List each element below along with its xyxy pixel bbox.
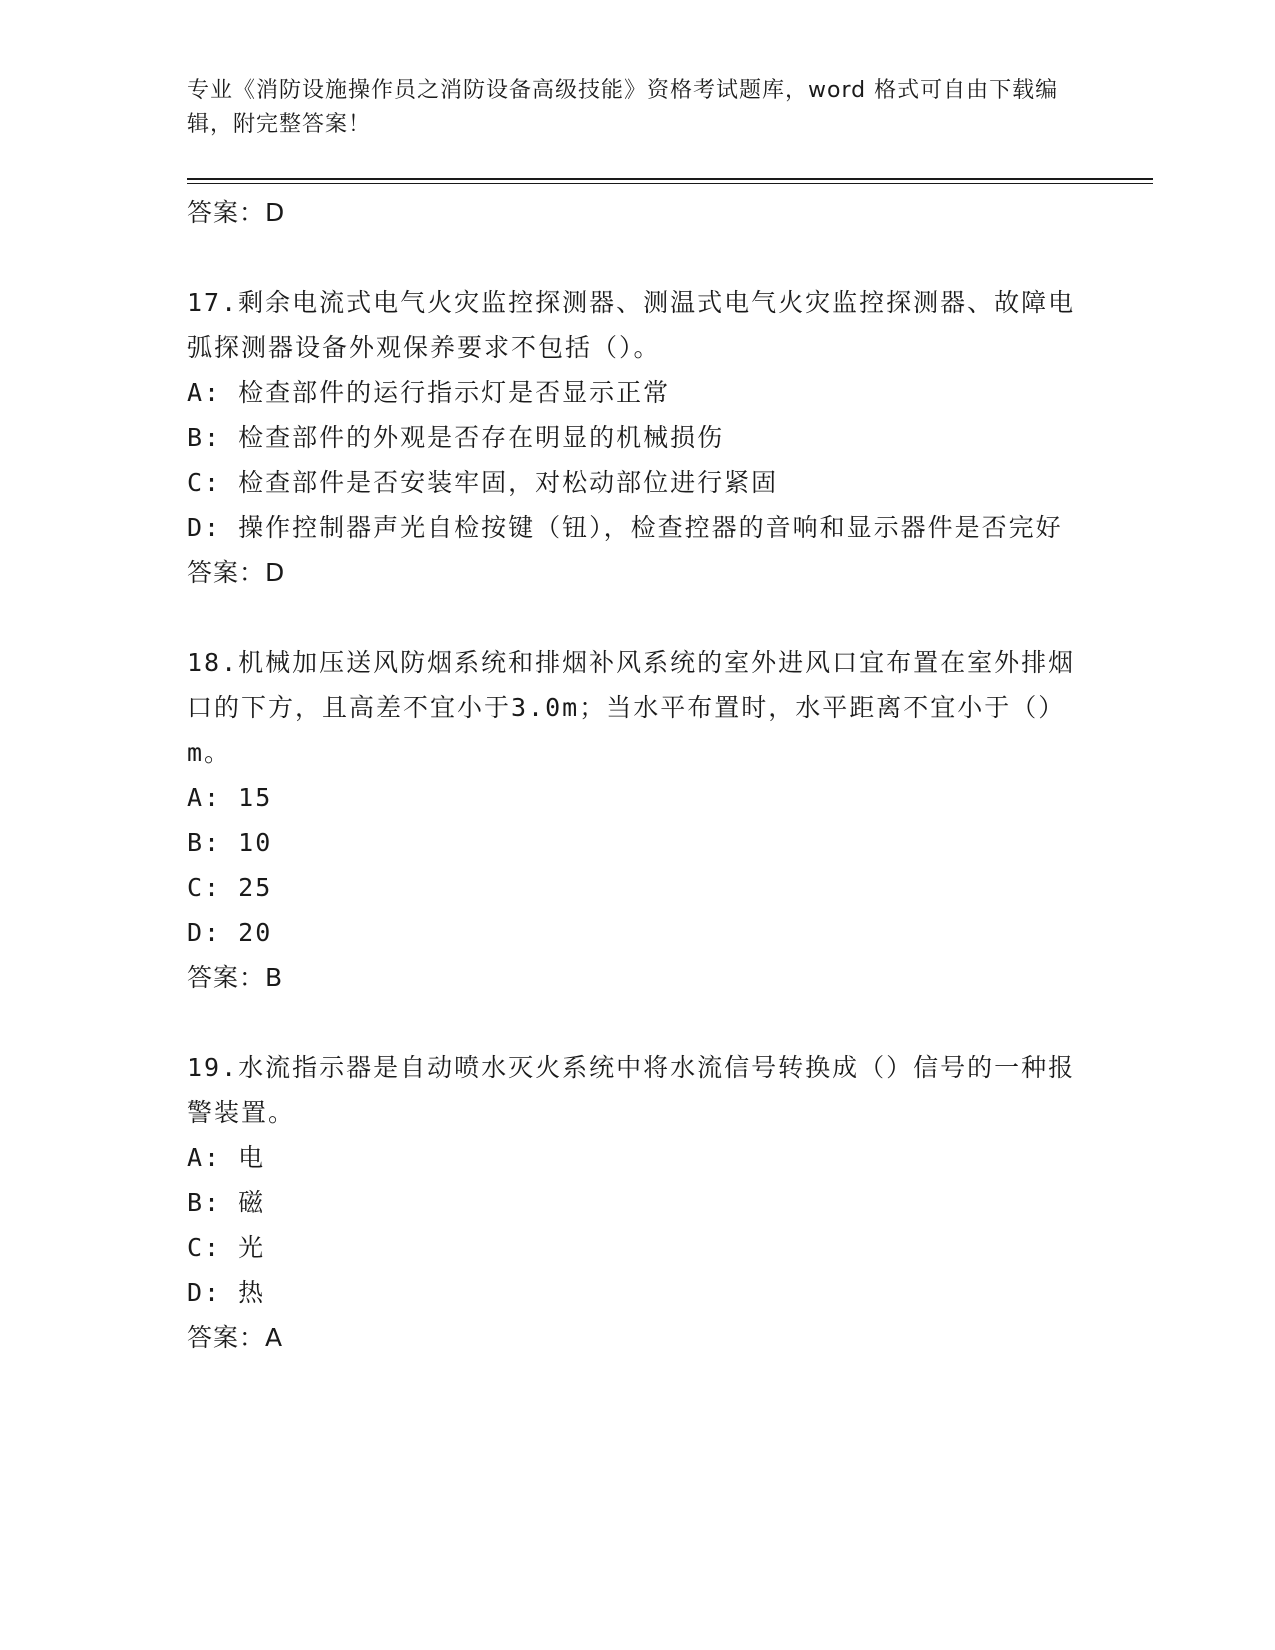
- header-divider-thin: [187, 183, 1153, 184]
- answer-label: 答案：: [187, 963, 266, 992]
- option-c: C: 光: [187, 1233, 266, 1262]
- question-answer: [187, 955, 1077, 1001]
- spacer: [187, 1001, 1077, 1045]
- question-18: [187, 640, 1077, 1001]
- header-divider-thick: [187, 178, 1153, 180]
- option-d: D: 热: [187, 1278, 266, 1307]
- option-d: D: 操作控制器声光自检按键（钮），检查控器的音响和显示器件是否完好: [187, 513, 1063, 542]
- option-a: A: 检查部件的运行指示灯是否显示正常: [187, 378, 671, 407]
- question-stem: 17.剩余电流式电气火灾监控探测器、测温式电气火灾监控探测器、故障电弧探测器设备外观保养要求不包括（）。: [187, 288, 1076, 362]
- option-b: B: 检查部件的外观是否存在明显的机械损伤: [187, 423, 725, 452]
- spacer: [187, 596, 1077, 640]
- answer-value: B: [265, 963, 284, 992]
- question-list: [187, 190, 1077, 1361]
- option-a: A: 电: [187, 1143, 266, 1172]
- option-b: B: 磁: [187, 1188, 266, 1217]
- answer-value: D: [265, 198, 286, 227]
- answer-value: A: [265, 1323, 284, 1352]
- answer-label: 答案：: [187, 198, 266, 227]
- question-stem: 19.水流指示器是自动喷水灭火系统中将水流信号转换成（）信号的一种报警装置。: [187, 1053, 1076, 1127]
- answer-label: 答案：: [187, 558, 266, 587]
- question-answer: [187, 1315, 1077, 1361]
- answer-value: D: [265, 558, 286, 587]
- question-answer: [187, 550, 1077, 596]
- option-c: C: 25: [187, 873, 273, 902]
- answer-label: 答案：: [187, 1323, 266, 1352]
- option-a: A: 15: [187, 783, 273, 812]
- option-b: B: 10: [187, 828, 273, 857]
- previous-answer: [187, 190, 1077, 236]
- option-c: C: 检查部件是否安装牢固，对松动部位进行紧固: [187, 468, 779, 497]
- question-stem: 18.机械加压送风防烟系统和排烟补风系统的室外进风口宜布置在室外排烟口的下方，且高差不宜小于3.0m；当水平布置时，水平距离不宜小于（）m。: [187, 648, 1076, 767]
- option-d: D: 20: [187, 918, 273, 947]
- spacer: [187, 236, 1077, 280]
- document-header: 专业《消防设施操作员之消防设备高级技能》资格考试题库，word 格式可自由下载编辑，附完整答案！: [187, 78, 1059, 137]
- question-19: [187, 1045, 1077, 1361]
- question-17: [187, 280, 1077, 596]
